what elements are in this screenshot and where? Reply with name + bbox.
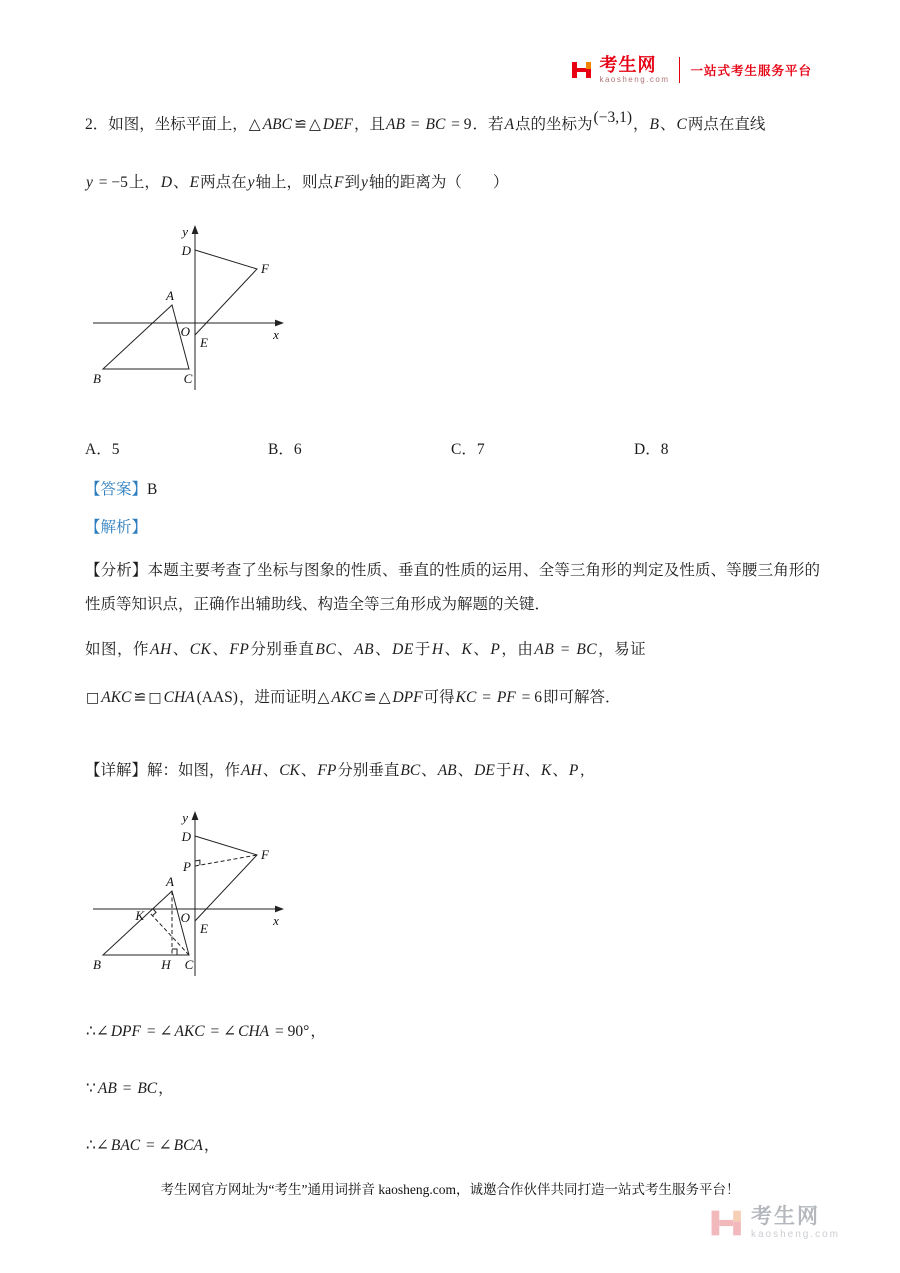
label-point-A: A xyxy=(166,288,174,303)
option-b: B．6 xyxy=(268,441,302,458)
brand-domain: kaosheng.com xyxy=(599,75,670,84)
y-axis-arrow xyxy=(192,225,199,234)
label-point-D: D xyxy=(181,829,191,844)
watermark-name: 考生网 xyxy=(750,1205,820,1228)
brand-name: 考生网 xyxy=(599,55,657,75)
brand-text xyxy=(599,56,669,84)
footer-text: 考生网官方网址为“考生”通用词拼音 kaosheng.com，诚邀合作伙伴共同打造一站式考生服务平台！ xyxy=(160,1182,740,1197)
watermark xyxy=(710,1206,840,1240)
right-angle-mark-K xyxy=(152,909,156,916)
conclusion-line-1: ∴∠ DPF = ∠ AKC = ∠ CHA = 90°， xyxy=(86,1023,326,1040)
brand-icon xyxy=(571,59,593,81)
y-axis-arrow xyxy=(192,811,199,820)
answer-line xyxy=(85,478,820,502)
right-angle-mark-P xyxy=(195,860,200,865)
conclusion-line-3: ∴∠ BAC = ∠ BCA， xyxy=(86,1137,220,1154)
brand-divider xyxy=(679,57,680,83)
conclusion-line-2: ∵ AB = BC， xyxy=(86,1080,174,1097)
analysis-heading: 【解析】 xyxy=(85,519,148,536)
label-point-B: B xyxy=(93,957,101,972)
label-origin-O: O xyxy=(180,910,190,925)
header-logo xyxy=(571,56,812,84)
triangle-abc xyxy=(103,891,189,955)
x-axis-arrow xyxy=(275,906,284,913)
label-point-A: A xyxy=(166,874,174,889)
label-point-C: C xyxy=(184,957,194,972)
label-point-E: E xyxy=(200,335,208,350)
label-point-D: D xyxy=(181,243,191,258)
watermark-domain: kaosheng.com xyxy=(750,1229,840,1240)
label-point-K: K xyxy=(135,908,144,923)
label-point-E: E xyxy=(200,921,208,936)
label-point-F: F xyxy=(261,847,269,862)
label-point-B: B xyxy=(93,371,101,386)
watermark-icon xyxy=(710,1206,744,1240)
triangle-abc xyxy=(103,305,189,369)
label-origin-O: O xyxy=(180,324,190,339)
figure-coordinate-plane-1 xyxy=(87,222,820,402)
label-point-F: F xyxy=(261,261,269,276)
triangle-def xyxy=(195,250,257,335)
options-row xyxy=(85,438,820,462)
x-axis-arrow xyxy=(275,320,284,327)
option-d: D．8 xyxy=(634,441,669,458)
label-y-axis: y xyxy=(182,810,188,825)
question-line-2: y = −5上，D、E两点在y轴上，则点F到y轴的距离为（ ） xyxy=(86,174,509,191)
label-point-H: H xyxy=(161,957,171,972)
triangle-def xyxy=(195,836,257,921)
label-x-axis: x xyxy=(273,327,279,342)
label-y-axis: y xyxy=(182,224,188,239)
option-a: A．5 xyxy=(85,441,120,458)
label-point-C: C xyxy=(183,371,193,386)
label-point-P: P xyxy=(183,859,191,874)
answer-label: 【答案】 xyxy=(85,481,148,498)
brand-tagline: 一站式考生服务平台 xyxy=(690,64,812,78)
answer-value: B xyxy=(147,481,158,498)
question-line-1: 2．如图，坐标平面上，△ ABC ≌ △ DEF，且AB = BC = 9．若A点的坐标为(−3,1)，B、C两点在直线 xyxy=(85,109,766,133)
detail-line: 【详解】解：如图，作AH、CK、FP分别垂直BC、AB、DE于H、K、P , xyxy=(85,762,585,779)
watermark-text xyxy=(751,1206,840,1240)
method-line-1: 如图，作AH、CK、FP分别垂直BC、AB、DE于H、K、P，由AB = BC，易证 xyxy=(85,641,647,658)
method-line-2: □ AKC ≌ □ CHA (AAS)，进而证明△ AKC ≌ △ DPF可得KC = PF = 6即可解答． xyxy=(86,689,621,706)
option-c: C．7 xyxy=(451,441,485,458)
figure-coordinate-plane-2 xyxy=(87,808,820,988)
right-angle-mark-H xyxy=(172,949,177,955)
label-x-axis: x xyxy=(273,913,279,928)
analysis-paragraph: 【分析】本题主要考查了坐标与图象的性质、垂直的性质的运用、全等三角形的判定及性质、等腰三角形的性质等知识点，正确作出辅助线、构造全等三角形成为解题的关键． xyxy=(85,562,820,613)
